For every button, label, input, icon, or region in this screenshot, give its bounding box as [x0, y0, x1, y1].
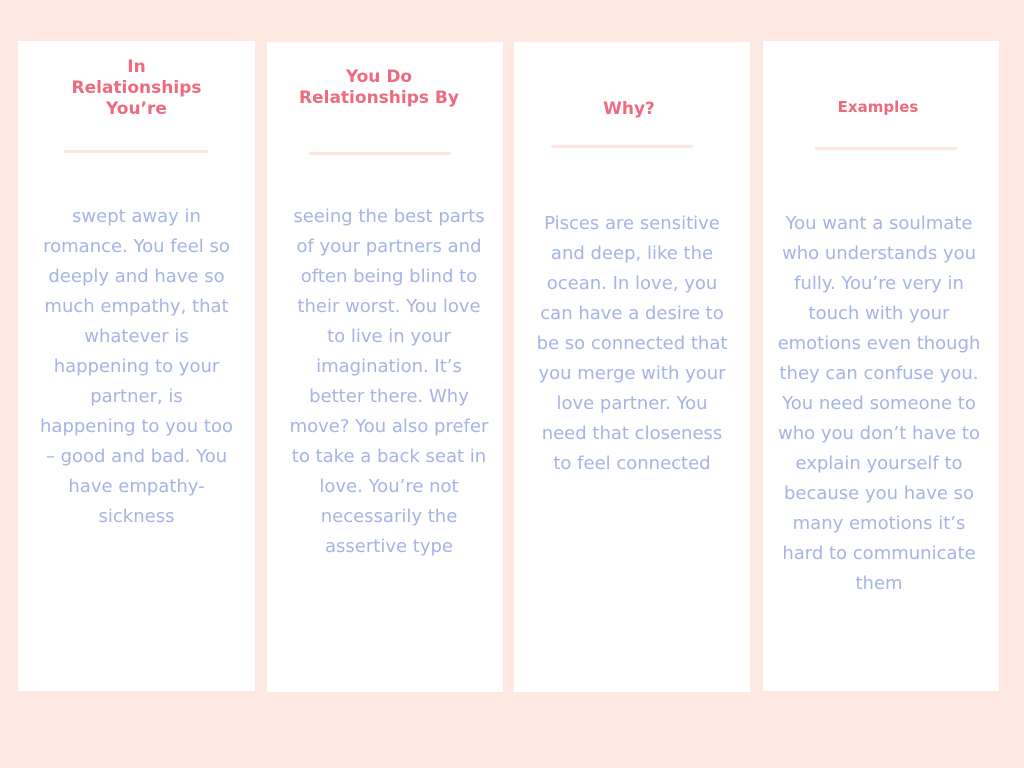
column-card-examples	[763, 41, 999, 691]
title-divider	[309, 152, 451, 155]
column-title: You Do Relationships By	[299, 67, 459, 108]
column-body-text: swept away in romance. You feel so deeply and have so much empathy, that whatever is happening to your partner, is happening to you too – good and bad. You have empathy-sickness	[40, 206, 233, 527]
column-body-text: seeing the best parts of your partners and often being blind to their worst. You love to live in your imagination. It’s better there. Why move? You also prefer to take a back seat in love. You’re not necessarily the assertive type	[289, 206, 489, 557]
column-title: In Relationships You’re	[71, 57, 202, 119]
column-card-why	[514, 42, 750, 692]
column-body-text: Pisces are sensitive and deep, like the ocean. In love, you can have a desire to be so connected that you merge with your love partner. You need that closeness to feel connected	[536, 213, 728, 474]
column-title: Why?	[603, 99, 655, 119]
column-card-relationships-by	[267, 42, 503, 692]
column-card-relationships-youre	[18, 41, 255, 691]
column-title: Examples	[837, 98, 919, 116]
column-body-text: You want a soulmate who understands you fully. You’re very in touch with your emotions even though they can confuse you. You need someone to who you don’t have to explain yourself to because you have so many emotions it’s hard to communicate them	[777, 213, 981, 594]
title-divider	[551, 145, 693, 148]
title-divider	[64, 150, 208, 153]
title-divider	[815, 147, 957, 150]
